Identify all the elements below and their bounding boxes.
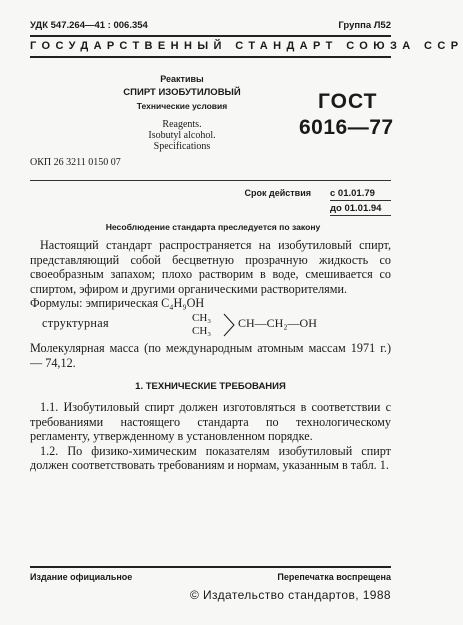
structural-bond-bracket (222, 312, 236, 338)
validity-from-underline (330, 200, 391, 201)
intro-paragraph (30, 238, 391, 296)
legal-warning: Несоблюдение стандарта преследуется по закону (105, 222, 321, 232)
reprint-prohibited-label: Перепечатка воспрещена (277, 572, 391, 582)
gost-number: 6016—77 (299, 116, 394, 139)
methyl-group-top: CH₃ (192, 312, 212, 324)
empirical-formula-value: C₄H₉OH (161, 296, 205, 310)
copyright-line: © Издательство стандартов, 1988 (189, 588, 391, 602)
molar-mass-text: Молекулярная масса (по международным атомным массам 1971 г.) — 74,12. (30, 341, 391, 370)
okp-code: ОКП 26 3211 0150 07 (30, 157, 121, 168)
empirical-formula-label: Формулы: эмпирическая (30, 296, 159, 310)
validity-top-rule (30, 180, 391, 181)
validity-to: до 01.01.94 (330, 203, 382, 214)
group-code: Группа Л52 (338, 20, 391, 31)
section-body (30, 400, 391, 473)
validity-from: с 01.01.79 (330, 188, 375, 199)
product-name: СПИРТ ИЗОБУТИЛОВЫЙ (123, 87, 241, 98)
validity-label: Срок действия (244, 188, 311, 198)
validity-to-underline (330, 215, 391, 216)
udc-code: УДК 547.264—41 : 006.354 (30, 20, 148, 31)
clause-1-1: 1.1. Изобутиловый спирт должен изготовляться в соответствии с требованиями настоящего стандарта по технологическому регламенту, утвержденному в установленном порядке. (30, 400, 391, 443)
footer-rule (30, 566, 391, 568)
official-edition-label: Издание официальное (30, 572, 133, 582)
intro-text: Настоящий стандарт распространяется на изобутиловый спирт, представляющий собой бесцветную прозрачную жидкость со своеобразным запахом; плохо растворим в воде, смешивается со спиртом, эфиром и другими органическими растворителями. (30, 238, 391, 296)
english-title-line-1: Reagents. (162, 119, 202, 130)
empirical-formula (30, 296, 204, 311)
header-top-rule (30, 35, 391, 37)
section-heading: 1. ТЕХНИЧЕСКИЕ ТРЕБОВАНИЯ (135, 381, 286, 392)
molar-mass-paragraph (30, 341, 391, 370)
clause-1-2: 1.2. По физико-химическим показателям изобутиловый спирт должен соответствовать требованиям и нормам, указанным в табл. 1. (30, 443, 391, 472)
english-title-line-3: Specifications (153, 141, 211, 152)
structural-chain: CH—CH₂—OH (238, 316, 317, 330)
english-title-line-2: Isobutyl alcohol. (148, 130, 216, 141)
header-bottom-rule (30, 56, 391, 58)
gost-label: ГОСТ (318, 90, 378, 113)
structural-formula-label: структурная (42, 316, 109, 330)
state-standard-title: ГОСУДАРСТВЕННЫЙ СТАНДАРТ СОЮЗА ССР (30, 40, 463, 52)
category-label: Реактивы (160, 74, 204, 84)
methyl-group-bottom: CH₃ (192, 325, 212, 337)
document-subtitle: Технические условия (136, 101, 228, 111)
